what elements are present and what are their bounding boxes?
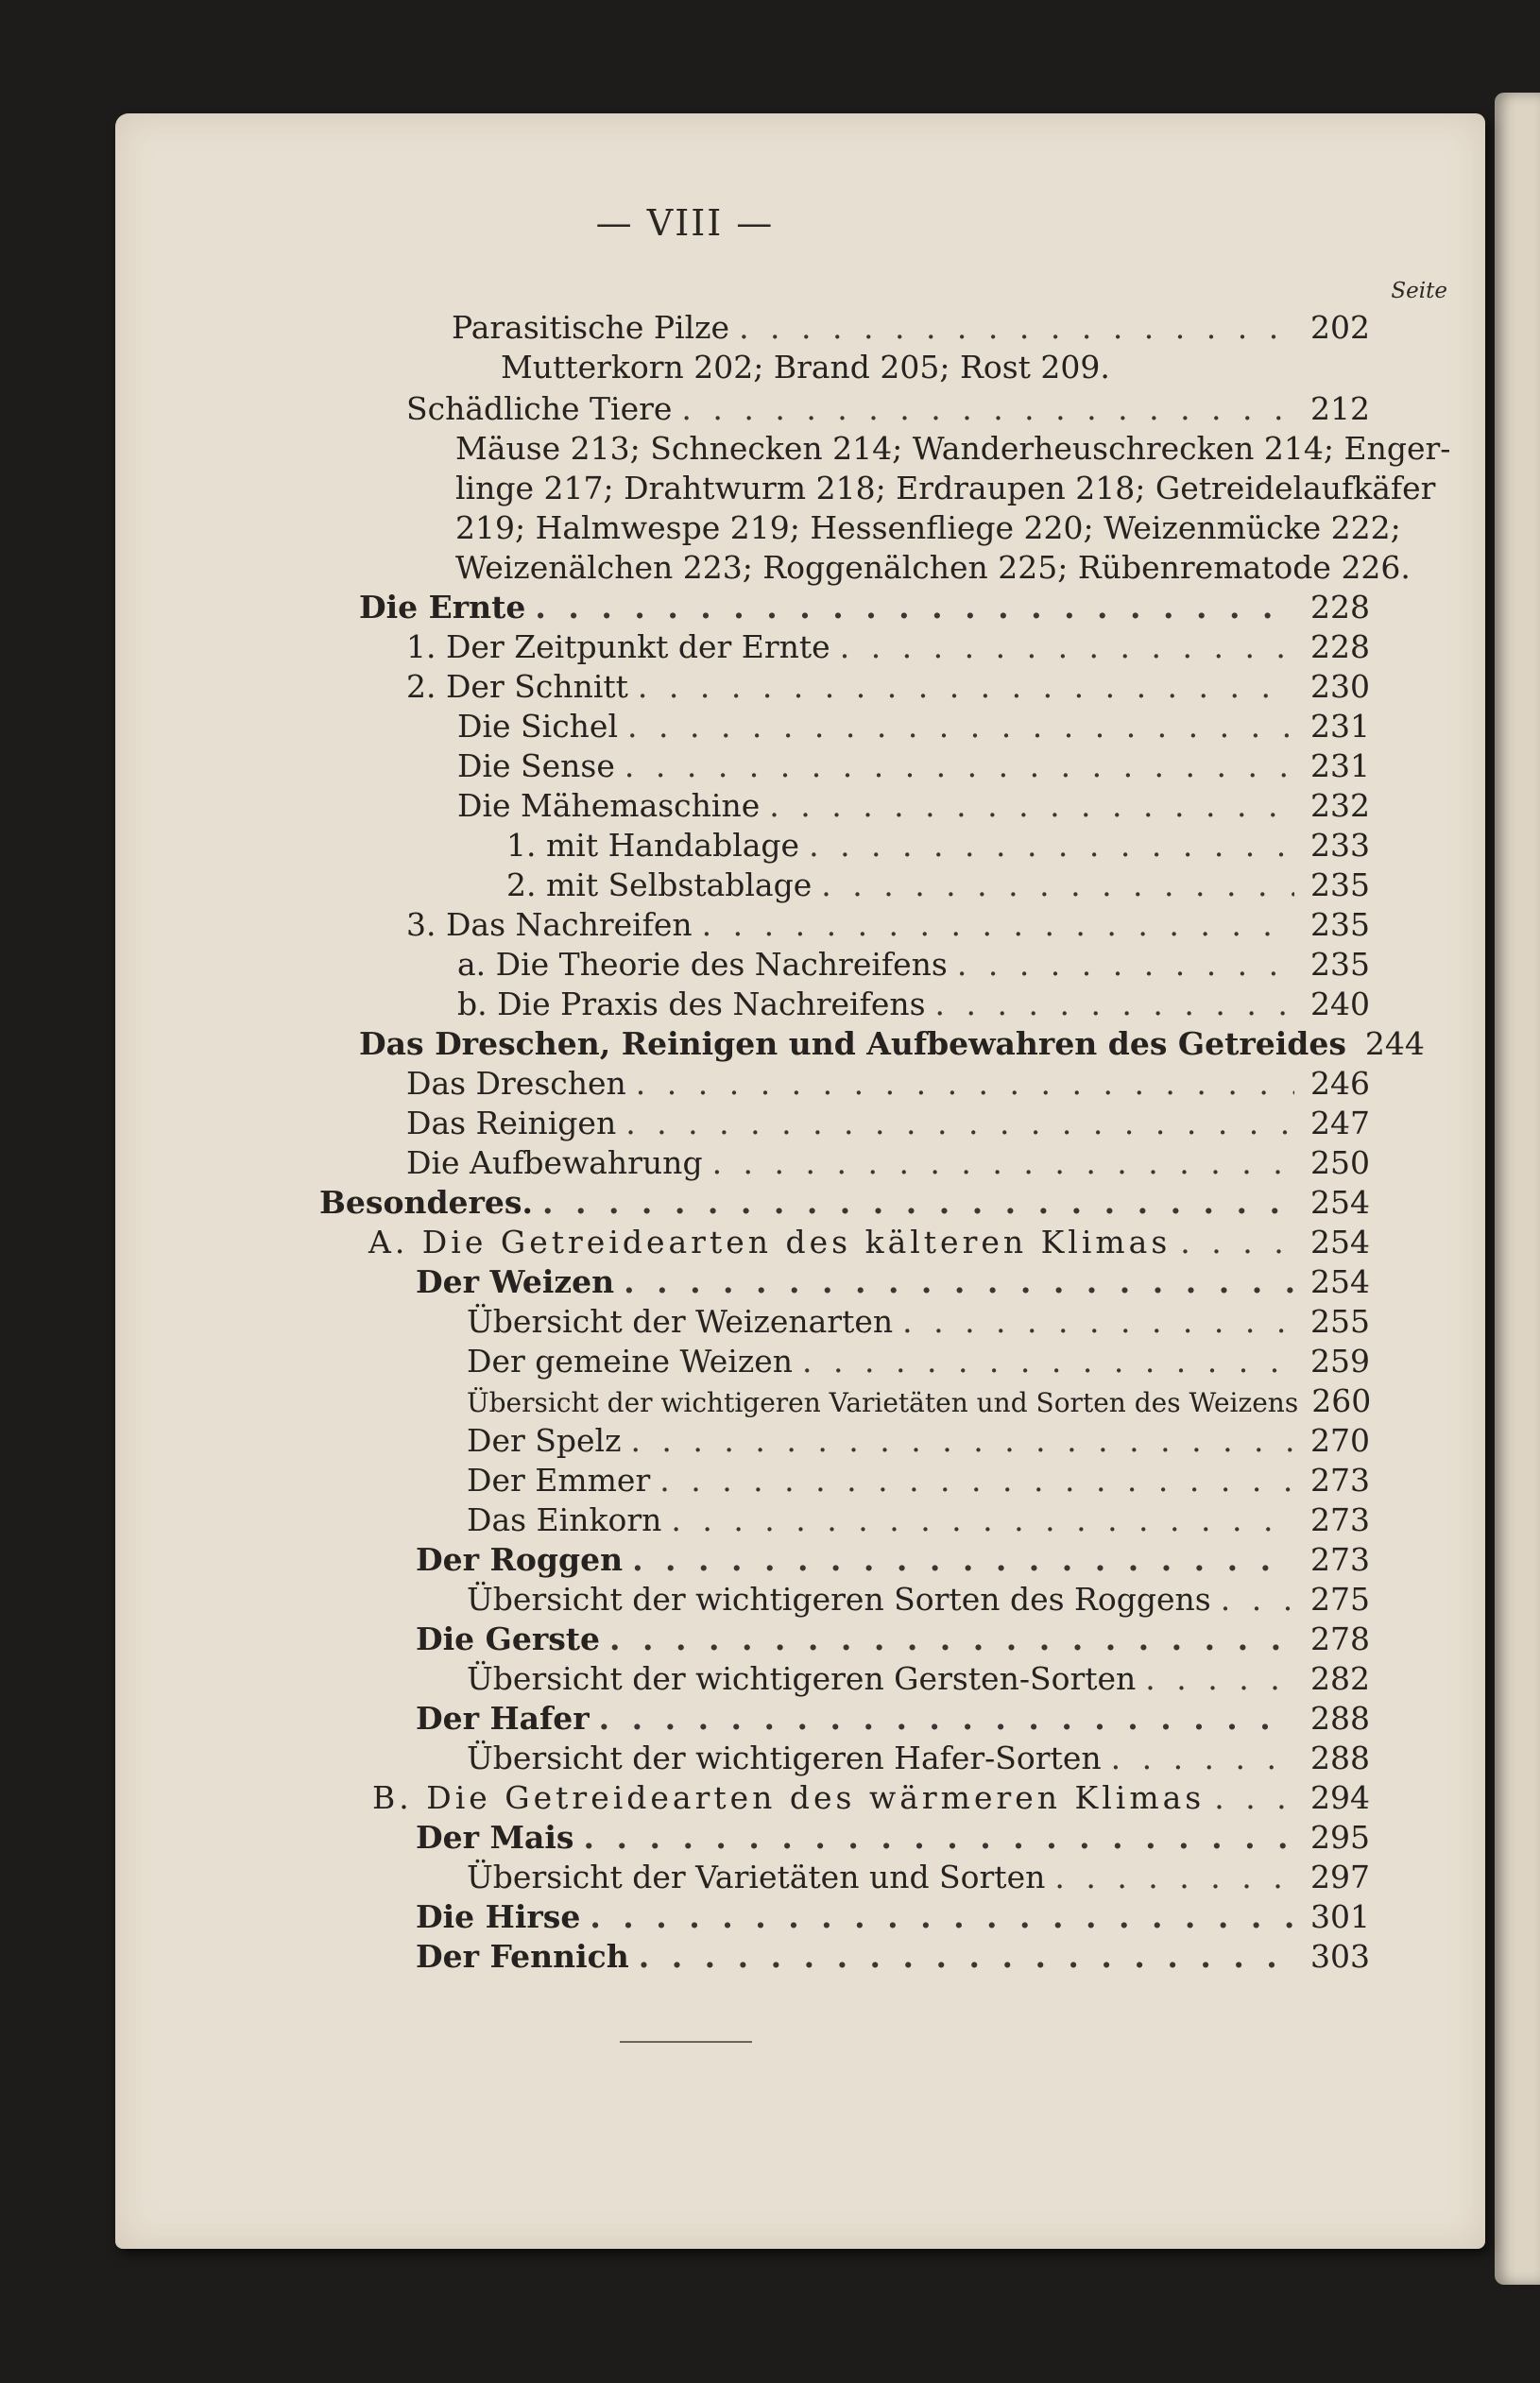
toc-section: Die Ernte . . . 228 [359,588,1370,627]
toc-entry: Der gemeine Weizen . . . 259 [467,1342,1370,1381]
toc-entry: Das Einkorn . . . 273 [467,1500,1370,1540]
toc-subtext: linge 217; Drahtwurm 218; Erdraupen 218; Getreidelaufkäfer [455,470,1436,506]
seite-column-label: Seite [1391,279,1447,303]
toc-entry: 2. Der Schnitt . . . 230 [406,667,1370,707]
toc-entry: Parasitische Pilze . . . 202 [452,308,1370,348]
toc-entry: Übersicht der Varietäten und Sorten . . . 297 [467,1858,1370,1897]
toc-entry: Die Sense . . . 231 [457,746,1370,786]
toc-entry: Die Sichel . . . 231 [457,707,1370,746]
toc-entry: 1. Der Zeitpunkt der Ernte . . . 228 [406,627,1370,667]
toc-entry: Übersicht der Weizenarten . . . 255 [467,1302,1370,1342]
toc-entry: Übersicht der wichtigeren Varietäten und Sorten des Weizens 260 [467,1382,1372,1419]
toc-entry: Der Emmer . . . 273 [467,1461,1370,1500]
toc-subsection: A. Die Getreidearten des kälteren Klimas . . . 254 [368,1223,1370,1262]
toc-crop: Die Gerste . . . 278 [416,1620,1370,1659]
toc-subtext: Mutterkorn 202; Brand 205; Rost 209. [501,349,1110,386]
page-header: — VIII — [595,202,775,244]
toc-entry: b. Die Praxis des Nachreifens . . . 240 [457,985,1370,1024]
toc-entry: a. Die Theorie des Nachreifens . . . 235 [457,945,1370,985]
toc-section: Das Dreschen, Reinigen und Aufbewahren des Getreides 244 [359,1025,1425,1062]
toc-entry: Übersicht der wichtigeren Hafer-Sorten . . . 288 [467,1739,1370,1778]
toc-section: Besonderes. . . . 254 [319,1183,1370,1223]
adjacent-page-edge [1495,93,1540,2285]
toc-entry: 2. mit Selbstablage . . . 235 [506,866,1370,905]
toc-subsection: B. Die Getreidearten des wärmeren Klimas . . . 294 [372,1778,1370,1818]
toc-crop: Der Weizen . . . 254 [416,1262,1370,1302]
toc-entry: 1. mit Handablage . . . 233 [506,826,1370,866]
toc-entry: Die Mähemaschine . . . 232 [457,786,1370,826]
toc-subtext: Weizenälchen 223; Roggenälchen 225; Rübenrematode 226. [455,549,1411,586]
toc-subtext: Mäuse 213; Schnecken 214; Wanderheuschrecken 214; Enger- [455,430,1451,467]
toc-crop: Der Fennich . . . 303 [416,1937,1370,1977]
toc-entry: Die Aufbewahrung . . . 250 [406,1143,1370,1183]
toc-entry: Das Reinigen . . . 247 [406,1104,1370,1143]
closing-rule [620,2041,752,2043]
toc-entry: Übersicht der wichtigeren Gersten-Sorten . . . 282 [467,1659,1370,1699]
toc-entry: Übersicht der wichtigeren Sorten des Roggens . . . 275 [467,1580,1370,1620]
toc-subtext: 219; Halmwespe 219; Hessenfliege 220; Weizenmücke 222; [455,509,1401,546]
toc-crop: Der Hafer . . . 288 [416,1699,1370,1739]
toc-entry: Das Dreschen . . . 246 [406,1064,1370,1104]
toc-crop: Der Roggen . . . 273 [416,1540,1370,1580]
toc-crop: Der Mais . . . 295 [416,1818,1370,1858]
toc-entry: Schädliche Tiere . . . 212 [406,389,1370,429]
toc-crop: Die Hirse . . . 301 [416,1897,1370,1937]
toc-entry: Der Spelz . . . 270 [467,1421,1370,1461]
toc-entry: 3. Das Nachreifen . . . 235 [406,905,1370,945]
